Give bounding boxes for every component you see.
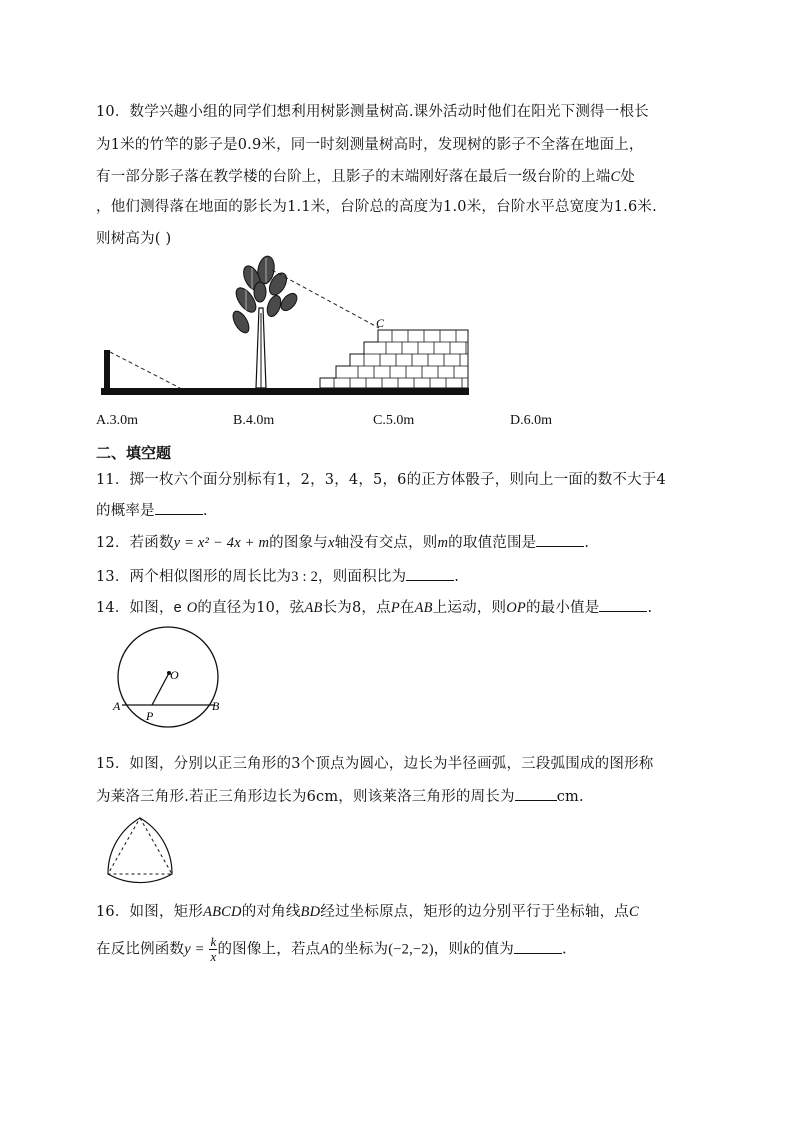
inner-triangle — [108, 818, 172, 874]
q14-figure — [108, 625, 228, 730]
ground-line — [101, 388, 469, 395]
q12-line: 12．若函数y = x² − 4x + m的图象与x轴没有交点，则m的取值范围是 . — [96, 535, 590, 551]
label-o: O — [170, 668, 179, 682]
section-title: 二、填空题 — [96, 444, 172, 462]
q15-line-2: 为莱洛三角形.若正三角形边长为6cm，则该莱洛三角形的周长为 cm. — [96, 789, 584, 805]
fraction-k-over-x: $\frac{k}{x}$ — [210, 934, 217, 964]
q10-figure — [96, 248, 476, 400]
q10-option-b[interactable]: B.4.0m — [233, 413, 275, 428]
pole-shadow-ray — [110, 352, 180, 388]
q10-option-a[interactable]: A.3.0m — [96, 413, 138, 428]
q14-answer-blank[interactable] — [599, 610, 647, 612]
label-a: A — [113, 699, 121, 713]
segment-op — [152, 673, 169, 705]
q10-line-4: ，他们测得落在地面的影长为1.1米，台阶总的高度为1.0米，台阶水平总宽度为1.6米. — [96, 199, 657, 215]
q16-line-1: 16．如图，矩形ABCD的对角线BD经过坐标原点，矩形的边分别平行于坐标轴，点C — [96, 904, 639, 920]
q13-answer-blank[interactable] — [406, 579, 454, 581]
reuleaux-triangle — [108, 818, 172, 883]
q10-option-d[interactable]: D.6.0m — [510, 413, 552, 428]
q11-answer-blank[interactable] — [155, 513, 203, 515]
q12-answer-blank[interactable] — [536, 545, 584, 547]
q10-line-5: 则树高为( ) — [96, 231, 172, 247]
q14-line: 14．如图，e O的直径为10，弦AB长为8，点P在AB上运动，则OP的最小值是 . — [96, 600, 653, 616]
circle-symbol: e — [173, 600, 182, 616]
q16-line-2: 在反比例函数y = $\frac{k}{x}$ 的图像上，若点A的坐标为(−2,−2)，则k的值为 . — [96, 934, 567, 964]
q15-figure — [100, 812, 180, 892]
label-b: B — [212, 699, 220, 713]
q16-answer-blank[interactable] — [514, 952, 562, 954]
q10-line-3: 有一部分影子落在教学楼的台阶上，且影子的末端刚好落在最后一级台阶的上端C处 — [96, 169, 636, 185]
q15-answer-blank[interactable] — [515, 799, 557, 801]
q10-line-1: 10．数学兴趣小组的同学们想利用树影测量树高.课外活动时他们在阳光下测得一根长 — [96, 104, 649, 120]
label-p: P — [146, 709, 154, 723]
q15-line-1: 15．如图，分别以正三角形的3个顶点为圆心，边长为半径画弧，三段弧围成的图形称 — [96, 756, 654, 772]
q10-line-2: 为1米的竹竿的影子是0.9米，同一时刻测量树高时，发现树的影子不全落在地面上， — [96, 137, 644, 153]
bamboo-pole — [104, 350, 110, 390]
q13-line: 13．两个相似图形的周长比为3 : 2，则面积比为 . — [96, 569, 460, 585]
label-c: C — [376, 316, 385, 330]
q11-line-1: 11．掷一枚六个面分别标有1，2，3，4，5，6的正方体骰子，则向上一面的数不大于4 — [96, 472, 666, 488]
tree-leaves — [230, 255, 300, 336]
q10-option-c[interactable]: C.5.0m — [373, 413, 415, 428]
q11-line-2: 的概率是 . — [96, 503, 208, 519]
circle-o — [118, 627, 218, 727]
